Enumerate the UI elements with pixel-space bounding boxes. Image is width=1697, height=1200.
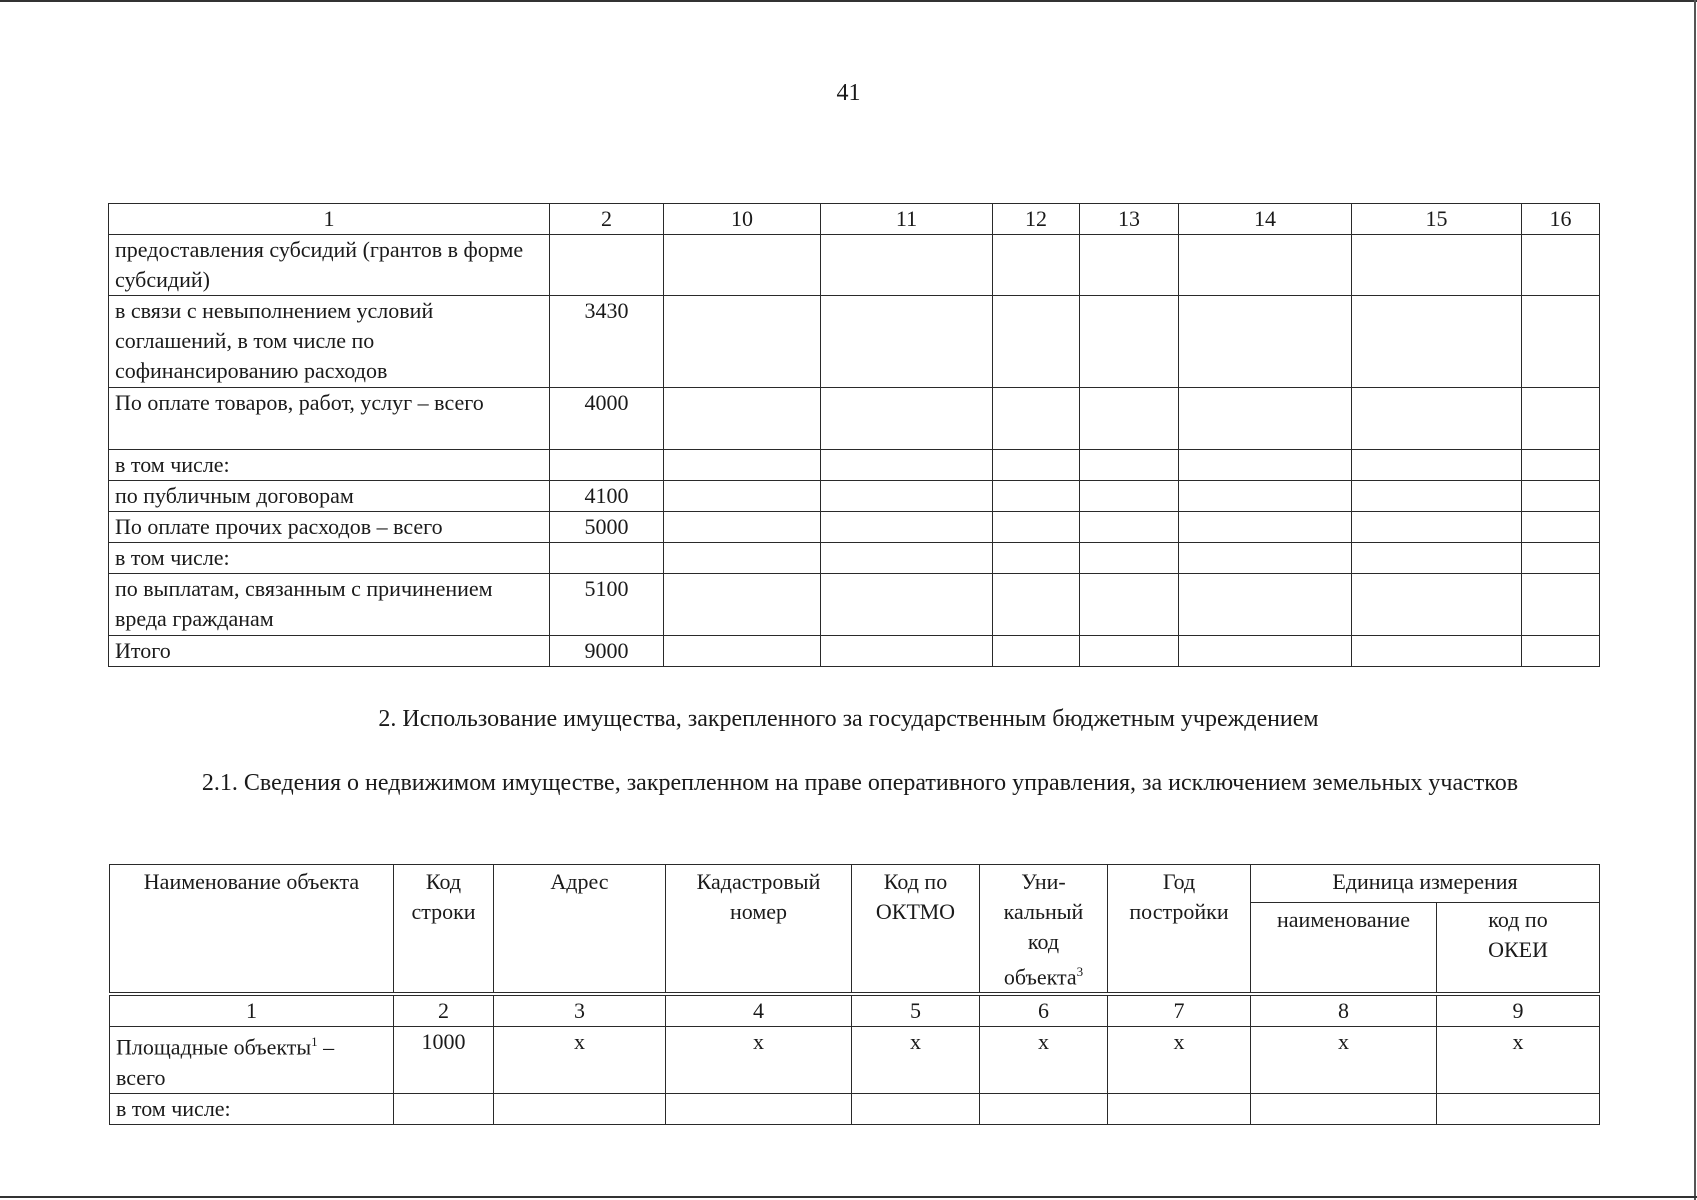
empty-cell bbox=[1080, 235, 1179, 296]
row-code: 4100 bbox=[550, 481, 664, 512]
page-top-border bbox=[0, 0, 1697, 2]
empty-cell bbox=[993, 512, 1080, 543]
row-label: предоставления субсидий (грантов в форме субсидий) bbox=[109, 235, 550, 296]
row-code bbox=[550, 235, 664, 296]
empty-cell bbox=[993, 481, 1080, 512]
header-unique-code-text: Уни- кальный код объекта bbox=[1003, 869, 1084, 990]
header-unit: Единица измерения bbox=[1251, 865, 1600, 903]
empty-cell bbox=[1352, 574, 1522, 636]
empty-cell bbox=[1080, 481, 1179, 512]
empty-cell bbox=[1080, 450, 1179, 481]
row-code: 4000 bbox=[550, 388, 664, 450]
empty-cell bbox=[1179, 543, 1352, 574]
empty-cell bbox=[1352, 450, 1522, 481]
column-number: 16 bbox=[1522, 204, 1600, 235]
row-code bbox=[394, 1093, 494, 1124]
table-header-row bbox=[109, 204, 1600, 235]
page-number: 41 bbox=[836, 80, 861, 106]
cell-value bbox=[1437, 1093, 1600, 1124]
empty-cell bbox=[664, 636, 821, 667]
header-year: Год постройки bbox=[1108, 865, 1251, 995]
cell-value: x bbox=[1251, 1027, 1437, 1093]
row-code bbox=[550, 543, 664, 574]
row-label-text: Площадные объекты bbox=[116, 1034, 312, 1060]
column-number: 11 bbox=[821, 204, 993, 235]
row-code: 1000 bbox=[394, 1027, 494, 1093]
empty-cell bbox=[664, 388, 821, 450]
row-label: в том числе: bbox=[109, 543, 550, 574]
empty-cell bbox=[993, 388, 1080, 450]
column-number: 5 bbox=[852, 994, 980, 1027]
header-address: Адрес bbox=[494, 865, 666, 995]
header-cadastral: Кадастровый номер bbox=[666, 865, 852, 995]
cell-value: x bbox=[852, 1027, 980, 1093]
empty-cell bbox=[664, 296, 821, 388]
row-label-suffix: – всего bbox=[116, 1034, 335, 1090]
table-row bbox=[110, 1093, 1600, 1124]
row-code: 3430 bbox=[550, 296, 664, 388]
real-estate-table bbox=[109, 864, 1600, 1125]
header-unit-okei: код по ОКЕИ bbox=[1437, 903, 1600, 995]
empty-cell bbox=[821, 388, 993, 450]
cell-value bbox=[666, 1093, 852, 1124]
column-number: 10 bbox=[664, 204, 821, 235]
empty-cell bbox=[993, 235, 1080, 296]
column-number: 14 bbox=[1179, 204, 1352, 235]
empty-cell bbox=[1179, 481, 1352, 512]
table-row bbox=[110, 1027, 1600, 1093]
empty-cell bbox=[1352, 636, 1522, 667]
empty-cell bbox=[821, 636, 993, 667]
header-name: Наименование объекта bbox=[110, 865, 394, 995]
cell-value: x bbox=[494, 1027, 666, 1093]
empty-cell bbox=[993, 636, 1080, 667]
empty-cell bbox=[1522, 235, 1600, 296]
cell-value bbox=[1108, 1093, 1251, 1124]
table-row bbox=[109, 636, 1600, 667]
empty-cell bbox=[821, 512, 993, 543]
table-header-row bbox=[110, 865, 1600, 903]
header-unit-name: наименование bbox=[1251, 903, 1437, 995]
empty-cell bbox=[1352, 543, 1522, 574]
column-number: 1 bbox=[110, 994, 394, 1027]
empty-cell bbox=[1522, 574, 1600, 636]
section-2-title: 2. Использование имущества, закрепленного за государственным бюджетным учреждением bbox=[378, 706, 1319, 732]
empty-cell bbox=[821, 235, 993, 296]
column-number: 6 bbox=[980, 994, 1108, 1027]
cell-value: x bbox=[1108, 1027, 1251, 1093]
empty-cell bbox=[1080, 388, 1179, 450]
table-row bbox=[109, 388, 1600, 450]
empty-cell bbox=[1179, 388, 1352, 450]
page-bottom-border bbox=[0, 1196, 1697, 1198]
row-code bbox=[550, 450, 664, 481]
column-number: 4 bbox=[666, 994, 852, 1027]
empty-cell bbox=[1179, 636, 1352, 667]
empty-cell bbox=[1522, 296, 1600, 388]
column-number: 9 bbox=[1437, 994, 1600, 1027]
column-number: 15 bbox=[1352, 204, 1522, 235]
empty-cell bbox=[1080, 636, 1179, 667]
header-code: Код строки bbox=[394, 865, 494, 995]
row-label bbox=[110, 1027, 394, 1093]
cell-value: x bbox=[980, 1027, 1108, 1093]
empty-cell bbox=[1522, 543, 1600, 574]
table-row bbox=[109, 574, 1600, 636]
row-label: По оплате прочих расходов – всего bbox=[109, 512, 550, 543]
empty-cell bbox=[1352, 388, 1522, 450]
empty-cell bbox=[1080, 296, 1179, 388]
column-number: 1 bbox=[109, 204, 550, 235]
row-label: Итого bbox=[109, 636, 550, 667]
column-number: 7 bbox=[1108, 994, 1251, 1027]
empty-cell bbox=[993, 296, 1080, 388]
header-oktmo: Код по ОКТМО bbox=[852, 865, 980, 995]
footnote-marker: 1 bbox=[311, 1034, 318, 1050]
column-number: 3 bbox=[494, 994, 666, 1027]
empty-cell bbox=[1179, 296, 1352, 388]
table-row bbox=[109, 481, 1600, 512]
column-numbers-row bbox=[110, 994, 1600, 1027]
cell-value bbox=[852, 1093, 980, 1124]
cell-value: x bbox=[666, 1027, 852, 1093]
empty-cell bbox=[1522, 388, 1600, 450]
empty-cell bbox=[1080, 543, 1179, 574]
empty-cell bbox=[821, 543, 993, 574]
table-row bbox=[109, 512, 1600, 543]
table-row bbox=[109, 235, 1600, 296]
empty-cell bbox=[1352, 296, 1522, 388]
page-right-border bbox=[1694, 0, 1696, 1200]
empty-cell bbox=[993, 574, 1080, 636]
row-label: в том числе: bbox=[109, 450, 550, 481]
empty-cell bbox=[664, 543, 821, 574]
header-unique-code bbox=[980, 865, 1108, 995]
empty-cell bbox=[1179, 574, 1352, 636]
cell-value: x bbox=[1437, 1027, 1600, 1093]
empty-cell bbox=[1352, 235, 1522, 296]
row-label: по публичным договорам bbox=[109, 481, 550, 512]
empty-cell bbox=[664, 235, 821, 296]
empty-cell bbox=[664, 512, 821, 543]
empty-cell bbox=[1179, 235, 1352, 296]
row-code: 9000 bbox=[550, 636, 664, 667]
column-number: 13 bbox=[1080, 204, 1179, 235]
empty-cell bbox=[1179, 512, 1352, 543]
row-code: 5000 bbox=[550, 512, 664, 543]
empty-cell bbox=[664, 481, 821, 512]
empty-cell bbox=[1352, 481, 1522, 512]
empty-cell bbox=[1080, 512, 1179, 543]
row-label: в связи с невыполнением условий соглашений, в том числе по софинансированию расходов bbox=[109, 296, 550, 388]
row-code: 5100 bbox=[550, 574, 664, 636]
empty-cell bbox=[821, 450, 993, 481]
empty-cell bbox=[821, 296, 993, 388]
table-row bbox=[109, 296, 1600, 388]
empty-cell bbox=[1522, 481, 1600, 512]
footnote-marker: 3 bbox=[1076, 964, 1084, 979]
cell-value bbox=[494, 1093, 666, 1124]
empty-cell bbox=[1522, 512, 1600, 543]
empty-cell bbox=[1522, 636, 1600, 667]
column-number: 8 bbox=[1251, 994, 1437, 1027]
empty-cell bbox=[1352, 512, 1522, 543]
column-number: 2 bbox=[394, 994, 494, 1027]
row-label: в том числе: bbox=[110, 1093, 394, 1124]
row-label: По оплате товаров, работ, услуг – всего bbox=[109, 388, 550, 450]
column-number: 12 bbox=[993, 204, 1080, 235]
empty-cell bbox=[993, 450, 1080, 481]
table-row bbox=[109, 450, 1600, 481]
empty-cell bbox=[1522, 450, 1600, 481]
row-label: по выплатам, связанным с причинением вреда гражданам bbox=[109, 574, 550, 636]
cell-value bbox=[1251, 1093, 1437, 1124]
column-number: 2 bbox=[550, 204, 664, 235]
section-2-1-title: 2.1. Сведения о недвижимом имуществе, закрепленном на праве оперативного управления, за исключением земельных участков bbox=[201, 770, 1519, 796]
empty-cell bbox=[821, 481, 993, 512]
empty-cell bbox=[664, 574, 821, 636]
empty-cell bbox=[664, 450, 821, 481]
empty-cell bbox=[1080, 574, 1179, 636]
expenses-table bbox=[108, 203, 1600, 667]
empty-cell bbox=[821, 574, 993, 636]
table-row bbox=[109, 543, 1600, 574]
empty-cell bbox=[1179, 450, 1352, 481]
empty-cell bbox=[993, 543, 1080, 574]
cell-value bbox=[980, 1093, 1108, 1124]
